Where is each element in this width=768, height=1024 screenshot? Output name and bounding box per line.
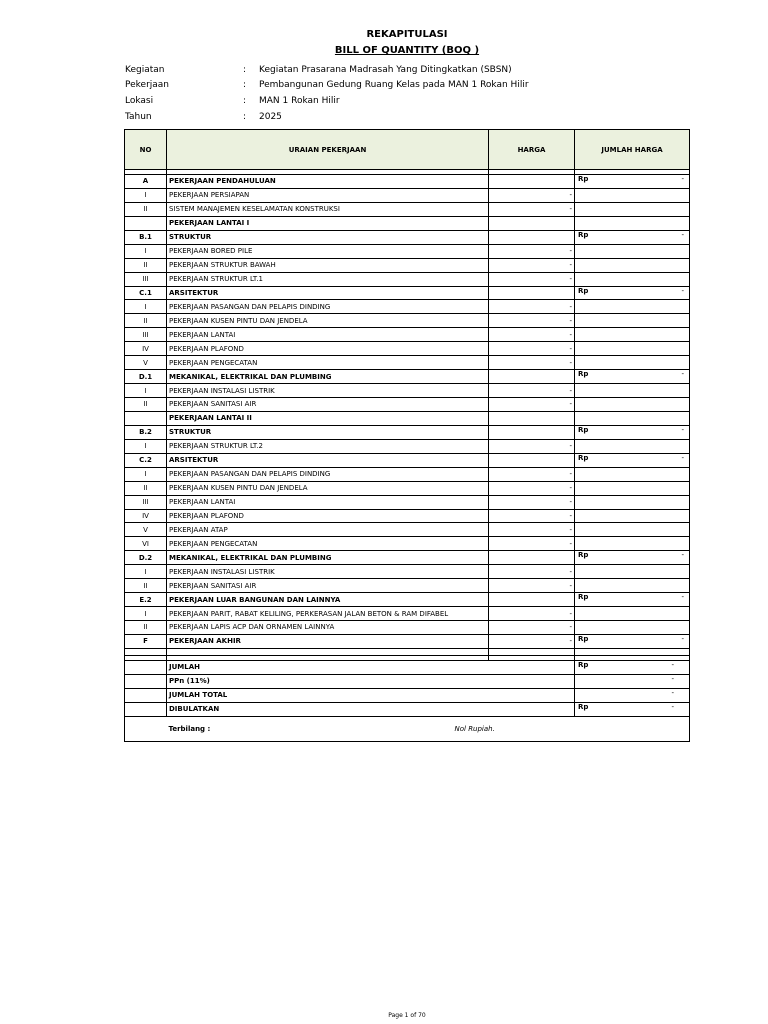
table-row <box>125 593 690 607</box>
row-number: D.1 <box>125 370 167 384</box>
summary-value: - <box>671 702 674 711</box>
row-description: STRUKTUR <box>167 230 489 244</box>
row-jumlah-value: - <box>681 593 684 602</box>
row-number: E.2 <box>125 593 167 607</box>
table-row <box>125 342 690 356</box>
project-info <box>125 62 529 124</box>
row-number: III <box>125 272 167 286</box>
row-jumlah <box>575 537 690 551</box>
table-row <box>125 188 690 202</box>
table-row <box>125 216 690 230</box>
info-row-lokasi <box>125 93 529 109</box>
info-value: 2025 <box>259 111 282 122</box>
row-number: II <box>125 258 167 272</box>
table-row <box>125 551 690 565</box>
row-harga <box>489 286 575 300</box>
currency-label: Rp <box>578 425 589 434</box>
table-row <box>125 202 690 216</box>
row-harga <box>489 425 575 439</box>
row-description: PEKERJAAN PENGECATAN <box>167 537 489 551</box>
row-harga: - <box>489 398 575 412</box>
row-jumlah <box>575 258 690 272</box>
row-number: F <box>125 634 167 648</box>
table-row <box>125 300 690 314</box>
info-label: Kegiatan <box>125 64 165 75</box>
row-harga <box>489 230 575 244</box>
row-description: MEKANIKAL, ELEKTRIKAL DAN PLUMBING <box>167 370 489 384</box>
row-jumlah <box>575 272 690 286</box>
row-jumlah <box>575 509 690 523</box>
row-number: III <box>125 495 167 509</box>
table-row <box>125 356 690 370</box>
row-jumlah <box>575 188 690 202</box>
doc-subtitle: BILL OF QUANTITY (BOQ ) <box>334 45 480 56</box>
summary-label: JUMLAH TOTAL <box>167 688 575 702</box>
row-jumlah <box>575 398 690 412</box>
row-jumlah <box>575 523 690 537</box>
row-jumlah <box>575 216 690 230</box>
table-row <box>125 286 690 300</box>
row-number: I <box>125 188 167 202</box>
info-label: Pekerjaan <box>125 80 170 91</box>
row-jumlah <box>575 202 690 216</box>
summary-row-dibulatkan <box>125 702 690 716</box>
row-harga: - <box>489 523 575 537</box>
table-row <box>125 509 690 523</box>
table-header-row <box>125 130 690 170</box>
row-number: IV <box>125 342 167 356</box>
row-number: B.2 <box>125 425 167 439</box>
summary-label: PPn (11%) <box>167 674 575 688</box>
row-description: PEKERJAAN INSTALASI LISTRIK <box>167 565 489 579</box>
currency-label: Rp <box>578 660 589 669</box>
table-row <box>125 579 690 593</box>
row-description: ARSITEKTUR <box>167 286 489 300</box>
row-description: STRUKTUR <box>167 425 489 439</box>
row-description: PEKERJAAN LANTAI <box>167 495 489 509</box>
row-description: PEKERJAAN PERSIAPAN <box>167 188 489 202</box>
table-row <box>125 175 690 189</box>
row-description: MEKANIKAL, ELEKTRIKAL DAN PLUMBING <box>167 551 489 565</box>
row-number: V <box>125 356 167 370</box>
info-colon: : <box>243 95 247 106</box>
row-description: PEKERJAAN LANTAI I <box>167 216 489 230</box>
row-harga: - <box>489 579 575 593</box>
row-jumlah <box>575 342 690 356</box>
row-number: I <box>125 300 167 314</box>
info-value: Kegiatan Prasarana Madrasah Yang Ditingkatkan (SBSN) <box>259 64 512 75</box>
row-harga: - <box>489 565 575 579</box>
row-jumlah <box>575 425 690 439</box>
row-description: PEKERJAAN AKHIR <box>167 634 489 648</box>
info-colon: : <box>243 80 247 91</box>
row-harga: - <box>489 244 575 258</box>
table-row <box>125 453 690 467</box>
row-description: PEKERJAAN PASANGAN DAN PELAPIS DINDING <box>167 300 489 314</box>
table-row <box>125 230 690 244</box>
info-colon: : <box>243 64 247 75</box>
row-harga <box>489 216 575 230</box>
column-header-harga: HARGA <box>489 130 575 170</box>
table-row <box>125 370 690 384</box>
row-harga: - <box>489 509 575 523</box>
info-row-kegiatan <box>125 62 529 78</box>
row-description: PEKERJAAN LANTAI <box>167 328 489 342</box>
row-description: PEKERJAAN INSTALASI LISTRIK <box>167 384 489 398</box>
currency-label: Rp <box>578 634 589 643</box>
row-description: PEKERJAAN KUSEN PINTU DAN JENDELA <box>167 481 489 495</box>
row-jumlah <box>575 411 690 425</box>
row-number <box>125 411 167 425</box>
row-description: PEKERJAAN STRUKTUR BAWAH <box>167 258 489 272</box>
table-row <box>125 244 690 258</box>
row-number: II <box>125 481 167 495</box>
row-number: V <box>125 523 167 537</box>
row-description: ARSITEKTUR <box>167 453 489 467</box>
row-harga: - <box>489 607 575 621</box>
row-harga <box>489 551 575 565</box>
row-description: PEKERJAAN LAPIS ACP DAN ORNAMEN LAINNYA <box>167 621 489 635</box>
terbilang-row <box>125 716 690 741</box>
row-description: PEKERJAAN BORED PILE <box>167 244 489 258</box>
row-jumlah-value: - <box>681 551 684 560</box>
row-harga: - <box>489 328 575 342</box>
row-description: PEKERJAAN PARIT, RABAT KELILING, PERKERASAN JALAN BETON & RAM DIFABEL <box>167 607 489 621</box>
table-row <box>125 272 690 286</box>
table-row <box>125 439 690 453</box>
row-jumlah <box>575 370 690 384</box>
row-number: I <box>125 607 167 621</box>
currency-label: Rp <box>578 453 589 462</box>
row-description: PEKERJAAN PASANGAN DAN PELAPIS DINDING <box>167 467 489 481</box>
row-harga: - <box>489 537 575 551</box>
currency-label: Rp <box>578 593 589 602</box>
table-row <box>125 411 690 425</box>
row-number: II <box>125 202 167 216</box>
row-harga: - <box>489 634 575 648</box>
row-description: PEKERJAAN PENGECATAN <box>167 356 489 370</box>
summary-value: - <box>671 660 674 669</box>
row-jumlah <box>575 175 690 189</box>
row-jumlah <box>575 453 690 467</box>
row-jumlah <box>575 467 690 481</box>
table-row <box>125 621 690 635</box>
summary-row-jumlah-total <box>125 688 690 702</box>
row-jumlah-value: - <box>681 453 684 462</box>
row-description: PEKERJAAN SANITASI AIR <box>167 579 489 593</box>
summary-label: JUMLAH <box>167 660 575 674</box>
row-description: PEKERJAAN PLAFOND <box>167 342 489 356</box>
row-number: I <box>125 439 167 453</box>
row-harga: - <box>489 272 575 286</box>
row-harga: - <box>489 384 575 398</box>
summary-value: - <box>671 688 674 697</box>
row-jumlah <box>575 230 690 244</box>
row-number: C.1 <box>125 286 167 300</box>
row-harga: - <box>489 356 575 370</box>
row-harga: - <box>489 314 575 328</box>
row-jumlah <box>575 551 690 565</box>
row-jumlah <box>575 565 690 579</box>
row-jumlah <box>575 495 690 509</box>
row-description: PEKERJAAN KUSEN PINTU DAN JENDELA <box>167 314 489 328</box>
row-number: B.1 <box>125 230 167 244</box>
row-jumlah-value: - <box>681 175 684 183</box>
info-row-pekerjaan <box>125 78 529 94</box>
table-row <box>125 258 690 272</box>
row-number: I <box>125 384 167 398</box>
row-number: II <box>125 621 167 635</box>
row-harga: - <box>489 495 575 509</box>
summary-value: - <box>671 674 674 683</box>
summary-row-jumlah <box>125 660 690 674</box>
row-number: C.2 <box>125 453 167 467</box>
table-row <box>125 314 690 328</box>
row-number: I <box>125 244 167 258</box>
currency-label: Rp <box>578 551 589 560</box>
row-number: II <box>125 579 167 593</box>
row-description: PEKERJAAN LANTAI II <box>167 411 489 425</box>
table-row <box>125 398 690 412</box>
row-number: I <box>125 467 167 481</box>
row-harga <box>489 453 575 467</box>
row-number: D.2 <box>125 551 167 565</box>
row-jumlah-value: - <box>681 425 684 434</box>
summary-label: DIBULATKAN <box>167 702 575 716</box>
info-row-tahun <box>125 109 529 125</box>
row-harga: - <box>489 467 575 481</box>
terbilang-label: Terbilang : <box>168 724 211 733</box>
row-jumlah <box>575 328 690 342</box>
row-number: VI <box>125 537 167 551</box>
row-jumlah <box>575 439 690 453</box>
row-number: IV <box>125 509 167 523</box>
row-harga: - <box>489 188 575 202</box>
row-jumlah <box>575 314 690 328</box>
row-harga <box>489 593 575 607</box>
row-jumlah-value: - <box>681 370 684 379</box>
row-number: III <box>125 328 167 342</box>
column-header-no: NO <box>125 130 167 170</box>
page-number: Page 1 of 70 <box>388 1012 426 1019</box>
row-jumlah-value: - <box>681 286 684 295</box>
row-jumlah <box>575 481 690 495</box>
currency-label: Rp <box>578 175 589 183</box>
table-row <box>125 384 690 398</box>
row-jumlah <box>575 384 690 398</box>
table-row <box>125 537 690 551</box>
row-harga <box>489 411 575 425</box>
row-jumlah <box>575 607 690 621</box>
column-header-jumlah: JUMLAH HARGA <box>575 130 690 170</box>
row-number: I <box>125 565 167 579</box>
row-harga: - <box>489 621 575 635</box>
column-header-uraian: URAIAN PEKERJAAN <box>167 130 489 170</box>
info-label: Tahun <box>125 111 152 122</box>
info-colon: : <box>243 111 247 122</box>
row-harga <box>489 370 575 384</box>
row-harga: - <box>489 439 575 453</box>
row-jumlah <box>575 579 690 593</box>
table-row <box>125 328 690 342</box>
row-number <box>125 216 167 230</box>
table-row <box>125 565 690 579</box>
terbilang-value: Nol Rupiah. <box>454 724 495 733</box>
row-description: PEKERJAAN PLAFOND <box>167 509 489 523</box>
currency-label: Rp <box>578 702 589 711</box>
info-value: Pembangunan Gedung Ruang Kelas pada MAN 1 Rokan Hilir <box>259 80 529 91</box>
boq-table <box>124 129 690 742</box>
table-row <box>125 425 690 439</box>
row-jumlah <box>575 356 690 370</box>
row-description: PEKERJAAN STRUKTUR LT.2 <box>167 439 489 453</box>
doc-title: REKAPITULASI <box>366 29 448 40</box>
row-jumlah <box>575 286 690 300</box>
table-row <box>125 467 690 481</box>
row-description: PEKERJAAN ATAP <box>167 523 489 537</box>
row-jumlah <box>575 634 690 648</box>
row-jumlah <box>575 300 690 314</box>
row-number: II <box>125 314 167 328</box>
row-harga: - <box>489 202 575 216</box>
row-number: A <box>125 175 167 189</box>
row-harga <box>489 175 575 189</box>
table-row <box>125 495 690 509</box>
summary-row-ppn <box>125 674 690 688</box>
summary-body <box>125 655 690 741</box>
row-harga: - <box>489 481 575 495</box>
row-description: SISTEM MANAJEMEN KESELAMATAN KONSTRUKSI <box>167 202 489 216</box>
row-harga: - <box>489 300 575 314</box>
currency-label: Rp <box>578 286 589 295</box>
row-description: PEKERJAAN LUAR BANGUNAN DAN LAINNYA <box>167 593 489 607</box>
row-jumlah <box>575 621 690 635</box>
row-jumlah <box>575 244 690 258</box>
info-value: MAN 1 Rokan Hilir <box>259 95 340 106</box>
row-description: PEKERJAAN STRUKTUR LT.1 <box>167 272 489 286</box>
row-description: PEKERJAAN SANITASI AIR <box>167 398 489 412</box>
table-row <box>125 523 690 537</box>
row-harga: - <box>489 342 575 356</box>
currency-label: Rp <box>578 230 589 239</box>
row-number: II <box>125 398 167 412</box>
boq-body <box>125 175 690 656</box>
table-row <box>125 607 690 621</box>
row-harga: - <box>489 258 575 272</box>
currency-label: Rp <box>578 370 589 379</box>
table-row <box>125 481 690 495</box>
row-jumlah-value: - <box>681 230 684 239</box>
info-label: Lokasi <box>125 95 154 106</box>
row-jumlah-value: - <box>681 634 684 643</box>
table-row <box>125 634 690 648</box>
row-description: PEKERJAAN PENDAHULUAN <box>167 175 489 189</box>
items-spacer-row <box>125 648 690 655</box>
row-jumlah <box>575 593 690 607</box>
